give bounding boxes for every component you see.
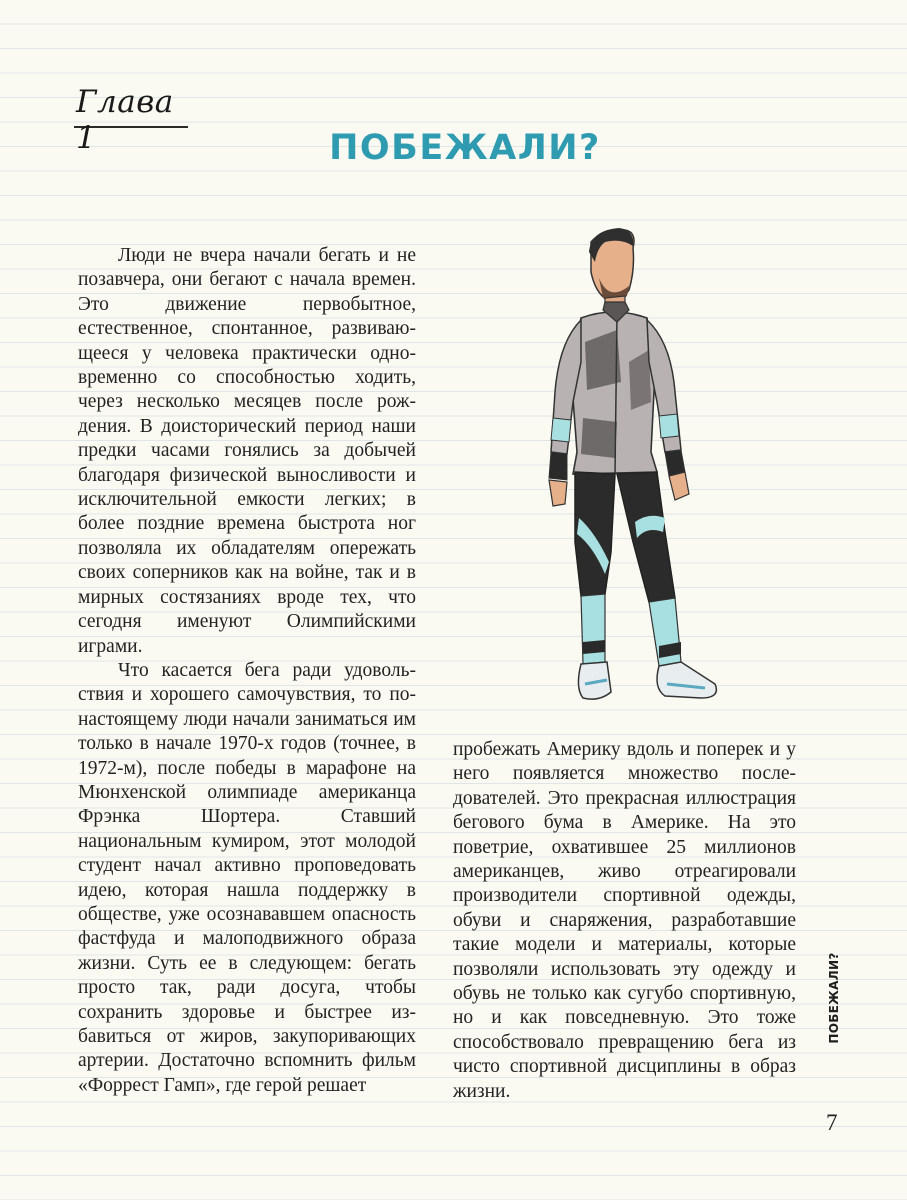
paragraph: Что касается бега ради удовольствия и хорошего самочувствия, то по-настоящему люди начали заниматься им только в начале 1970-х годов (точнее, в 1972-м), после победы в марафоне на Мюнхенской олимпиаде американца Фрэнка Шортера. Ставший национальным кумиром, этот молодой студент начал активно проповедовать идею, которая нашла поддержку в обществе, уже осознававшем опасность фастфуда и малоподвижного образа жизни. Суть ее в следующем: бегать просто так, ради досуга, чтобы сохранить здоровье и быстрее избавиться от жиров, закупоривающих артерии. Достаточно вспомнить фильм «Форрест Гамп», где герой решает [78,659,416,1096]
runner-jacket [571,302,657,474]
runner-head [589,228,634,302]
paragraph: Люди не вчера начали бегать и не позавчера, они бегают с начала времен. Это движение первобытное, естественное, спонтанное, развивающееся у человека практически одновременно со способностью ходить, через несколько месяцев после рождения. В доисторический период наши предки часами гонялись за добычей благодаря физической выносливости и исключительной емкости легких; в более поздние времена быстрота ног позволяла их обладателям опережать своих соперников как на войне, так и в мирных состязаниях вроде тех, что сегодня именуют Олимпийскими играми. [78,245,416,657]
page-number: 7 [826,1110,838,1135]
paragraph: пробежать Америку вдоль и поперек и у него появляется множество последователей. Это прекрасная иллюстрация бегового бума в Америке. На это поветрие, охватившее 25 миллионов американцев, живо отреагировали производители спортивной одежды, обуви и снаряжения, разработавшие такие модели и материалы, которые позволяли использовать эту одежду и обувь не только как сугубо спортивную, но и как повседневную. Это тоже способствовало превращению бега из чисто спортивной дисциплины в образ жизни. [453,739,796,1102]
chapter-label-text: Глава 1 [76,84,174,156]
chapter-label [74,82,188,156]
runner-shoes [578,662,716,699]
side-running-head-text: ПОБЕЖАЛИ? [827,952,841,1044]
text-column-left [78,244,416,1098]
runner-illustration [525,222,745,718]
side-running-head [822,952,846,1044]
runner-legs [575,472,681,666]
chapter-title: ПОБЕЖАЛИ? [329,128,601,168]
text-column-right [453,738,796,1104]
